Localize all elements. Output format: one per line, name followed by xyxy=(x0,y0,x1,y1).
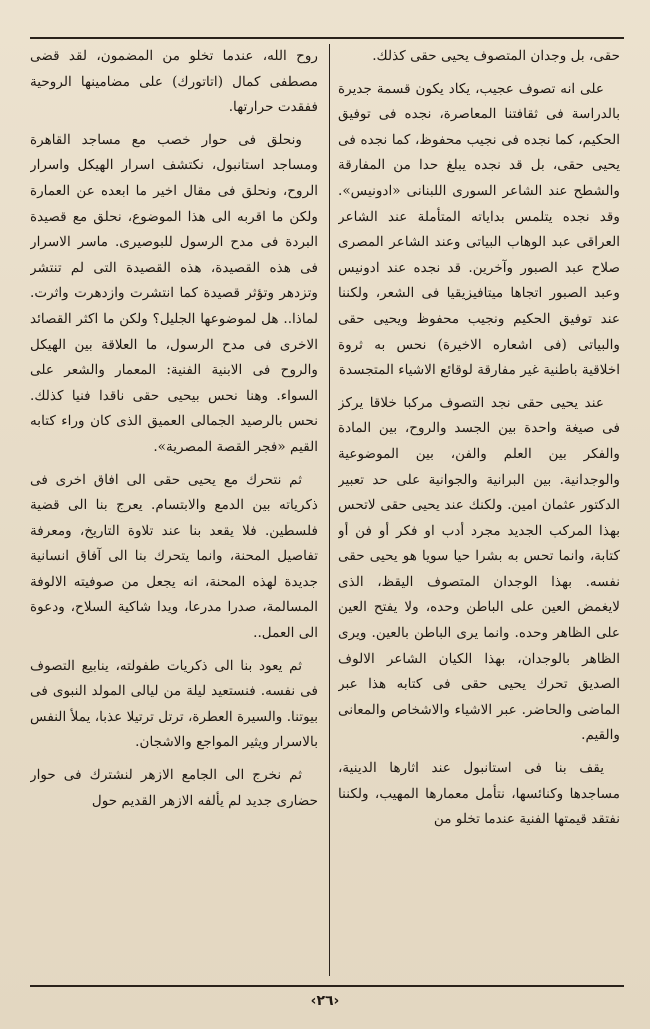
paragraph-7: ثم نتحرك مع يحيى حقى الى افاق اخرى فى ذكرياته بين الدمع والابتسام. يعرج بنا الى قضية فلسطين. فلا يقعد بنا عند تلاوة التاريخ، ومعرفة تفاصيل المحنة، وانما يتحرك بنا الى آفاق انسانية جديدة لهذه المحنة، انه يجعل من صوفيته الالوفة المسالمة، صدرا مدرعا، ويدا شاكية السلاح، ودعوة الى العمل.. xyxy=(30,471,318,642)
right-column xyxy=(338,44,620,976)
paragraph-2: على انه تصوف عجيب، يكاد يكون قسمة جديرة بالدراسة فى ثقافتنا المعاصرة، نجده فى توفيق الحكيم، كما نجده فى نجيب محفوظ، كما نجده فى يحيى حقى، بل قد نجده يبلغ حدا من المفارقة والشطح عند الشاعر السورى اللبنانى «ادونيس». وقد نجده يتلمس بداياته المتأملة عند الشاعر العراقى عبد الوهاب البياتى وعند الشاعر المصرى صلاح عبد الصبور وآخرين. قد نجده عند ادونيس وعبد الصبور اتجاها ميتافيزيقيا فى الشعر، ولكننا عند توفيق الحكيم ونجيب محفوظ ويحيى حقى والبياتى (فى اشعاره الاخيرة) نحس به ثروة اخلاقية باطنية غير مفارقة لوقائع الاشياء المتجسدة xyxy=(338,80,620,379)
paragraph-9: ثم نخرج الى الجامع الازهر لنشترك فى حوار حضارى جديد لم يألفه الازهر القديم حول xyxy=(30,767,318,809)
paragraph-8: ثم يعود بنا الى ذكريات طفولته، ينابيع التصوف فى نفسه. فنستعيد ليلة من ليالى المولد النبوى فى بيوتنا. والسيرة العطرة، ترتل ترتيلا عذبا، يملأ النفس بالاسرار ويثير المواجع والاشجان. xyxy=(30,657,318,751)
page-number: ‹٢٦› xyxy=(310,993,340,1009)
paragraph-4: يقف بنا فى استانبول عند اثارها الدينية، مساجدها وكنائسها، نتأمل معمارها المهيب، ولكننا نفتقد قيمتها الفنية عندما تخلو من xyxy=(338,760,620,828)
top-rule xyxy=(30,37,624,39)
bottom-rule xyxy=(30,985,624,987)
column-divider xyxy=(329,44,330,976)
paragraph-6: ونحلق فى حوار خصب مع مساجد القاهرة ومساجد استانبول، نكتشف اسرار الهيكل واسرار الروح، ونحلق فى مقال اخير ما ابعده عن العمارة ولكن ما اقربه الى هذا الموضوع، نحلق مع قصيدة البردة فى مدح الرسول للبوصيرى. ماسر الاسرار فى هذه القصيدة، هذه القصيدة التى لم تنتشر وتزدهر وتؤثر قصيدة كما انتشرت وازدهرت واثرت. لماذا.. هل لموضوعها الجليل؟ ولكن ما اكثر القصائد الاخرى فى مدح الرسول، ما العلاقة بين الهيكل والروح فى الابنية الفنية: المعمار والشعر على السواء. وهنا نحس بيحيى حقى ناقدا فنيا كذلك. نحس بالرصيد الجمالى العميق الذى كان وراء كتابه القيم «فجر القصة المصرية». xyxy=(30,131,318,455)
left-column xyxy=(30,44,318,976)
paragraph-3: عند يحيى حقى نجد التصوف مركبا خلاقا يركز فى صيغة واحدة بين الجسد والروح، بين المادة والفكر بين العلم والفن، بين الموضوعية والوجدانية. بين البرانية والجوانية على حد تعبير الدكتور عثمان امين. ولكنك عند يحيى حقى لاتحس بهذا المركب الجديد مجرد أدب او فكر أو فن أو كتابة، وانما تحس به بشرا حيا سويا هو يحيى حقى نفسه. بهذا الوجدان المتصوف اليقظ، الذى لايغمض العين على الباطن وحده، ولا يفتح العين على الظاهر وحده. وانما يرى الباطن بالعين. ويرى الظاهر بالوجدان، بهذا الكيان الشاعر الالوف الصديق تحرك يحيى حقى فى كتابه هذا عبر الماضى والحاضر. عبر الاشياء والاشخاص والمعانى والقيم. xyxy=(338,394,620,744)
paragraph-5: روح الله، عندما تخلو من المضمون، لقد قضى مصطفى كمال (اتاتورك) على مضامينها الروحية ففقدت حرارتها. xyxy=(30,48,318,116)
paragraph-1: حقى، بل وجدان المتصوف يحيى حقى كذلك. xyxy=(372,48,620,64)
